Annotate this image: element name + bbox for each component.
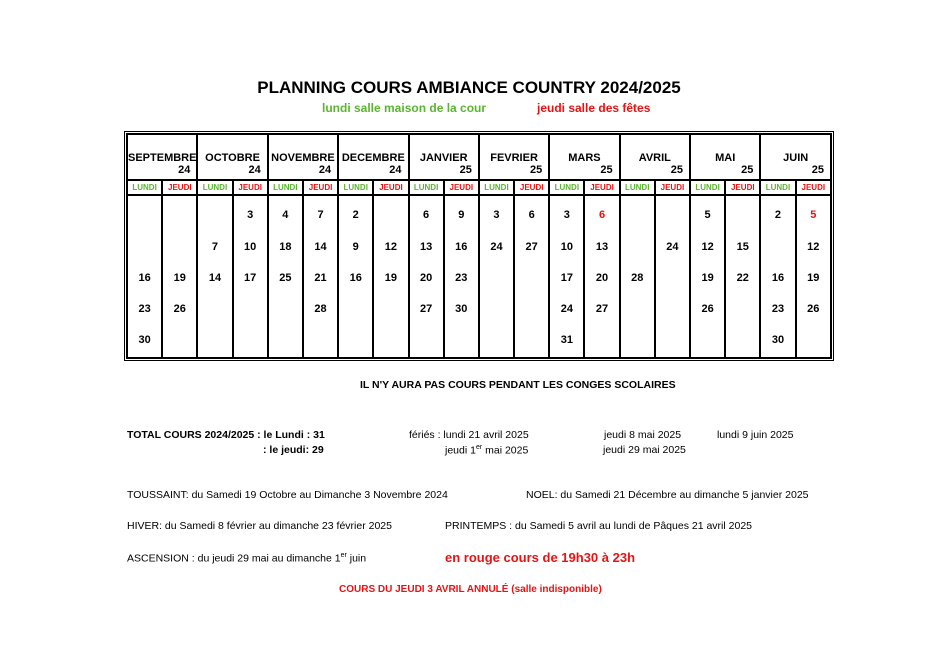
ferie-lundi-21-avril: fériés : lundi 21 avril 2025 bbox=[409, 429, 529, 441]
date-cell: 13 bbox=[419, 241, 433, 253]
total-jeudi: : le jeudi: 29 bbox=[263, 444, 324, 456]
date-cell: 2 bbox=[774, 209, 782, 221]
month-header-avril bbox=[620, 134, 690, 180]
day-label-lundi: LUNDI bbox=[197, 180, 232, 195]
printemps-holiday: PRINTEMPS : du Samedi 5 avril au lundi de Pâques 21 avril 2025 bbox=[445, 520, 752, 532]
date-cell: 18 bbox=[279, 241, 292, 253]
date-cell: 12 bbox=[384, 241, 398, 253]
date-cell: 4 bbox=[282, 209, 289, 221]
dates-decembre-jeudi bbox=[373, 195, 408, 358]
date-cell: 17 bbox=[244, 272, 257, 284]
day-label-jeudi: JEUDI bbox=[514, 180, 549, 195]
month-name: AVRIL bbox=[638, 152, 671, 164]
no-class-notice: IL N'Y AURA PAS COURS PENDANT LES CONGES SCOLAIRES bbox=[360, 379, 676, 391]
ferie-jeudi-29-mai: jeudi 29 mai 2025 bbox=[603, 444, 686, 456]
month-name: SEPTEMBRE bbox=[128, 152, 197, 164]
day-label-lundi: LUNDI bbox=[690, 180, 725, 195]
date-cell: 26 bbox=[173, 303, 186, 315]
day-label-jeudi: JEUDI bbox=[725, 180, 760, 195]
month-year: 24 bbox=[389, 164, 402, 176]
red-schedule-note: en rouge cours de 19h30 à 23h bbox=[445, 550, 636, 565]
month-year: 25 bbox=[530, 164, 543, 176]
date-cell: 26 bbox=[807, 303, 820, 315]
date-cell: 5 bbox=[704, 209, 711, 221]
date-cell: 15 bbox=[736, 241, 749, 253]
month-year: 24 bbox=[318, 164, 332, 176]
day-label-lundi: LUNDI bbox=[760, 180, 795, 195]
month-name: OCTOBRE bbox=[205, 152, 260, 164]
date-cell: 24 bbox=[560, 303, 573, 315]
dates-janvier-lundi bbox=[409, 195, 444, 358]
month-header-juin bbox=[760, 134, 831, 180]
dates-fevrier-jeudi bbox=[514, 195, 549, 358]
dates-septembre-jeudi bbox=[162, 195, 197, 358]
month-year: 25 bbox=[600, 164, 613, 176]
day-label-jeudi: JEUDI bbox=[373, 180, 408, 195]
planning-table bbox=[124, 131, 834, 361]
dates-septembre-lundi bbox=[127, 195, 162, 358]
date-cell: 24 bbox=[490, 241, 503, 253]
dates-juin-jeudi bbox=[796, 195, 831, 358]
date-cell: 27 bbox=[419, 303, 433, 315]
date-cell: 5 bbox=[810, 209, 817, 221]
date-cell: 12 bbox=[701, 241, 714, 253]
month-name: JANVIER bbox=[419, 152, 468, 164]
dates-mai-lundi bbox=[690, 195, 725, 358]
month-name: JUIN bbox=[783, 152, 809, 164]
dates-octobre-jeudi bbox=[233, 195, 268, 358]
date-cell: 30 bbox=[771, 334, 785, 346]
dates-juin-lundi bbox=[760, 195, 795, 358]
date-cell: 3 bbox=[493, 209, 500, 221]
date-cell: 26 bbox=[701, 303, 714, 315]
month-header-mars bbox=[549, 134, 619, 180]
day-label-lundi: LUNDI bbox=[127, 180, 162, 195]
date-cell: 21 bbox=[314, 272, 327, 284]
date-cell: 28 bbox=[631, 272, 644, 284]
date-cell: 12 bbox=[807, 241, 820, 253]
dates-janvier-jeudi bbox=[444, 195, 479, 358]
month-year: 25 bbox=[811, 164, 824, 176]
date-cell: 27 bbox=[525, 241, 538, 253]
date-cell: 9 bbox=[458, 209, 465, 221]
date-cell: 20 bbox=[419, 272, 433, 284]
date-cell: 23 bbox=[455, 272, 468, 284]
month-name: MARS bbox=[568, 152, 601, 164]
dates-novembre-lundi bbox=[268, 195, 303, 358]
date-cell: 19 bbox=[807, 272, 820, 284]
dates-avril-jeudi bbox=[655, 195, 690, 358]
month-header-fevrier bbox=[479, 134, 549, 180]
dates-mars-jeudi bbox=[584, 195, 619, 358]
date-cell: 16 bbox=[349, 272, 362, 284]
month-name: DECEMBRE bbox=[341, 152, 405, 164]
day-label-jeudi: JEUDI bbox=[444, 180, 479, 195]
day-label-jeudi: JEUDI bbox=[655, 180, 690, 195]
date-cell: 14 bbox=[208, 272, 222, 284]
day-label-lundi: LUNDI bbox=[409, 180, 444, 195]
dates-decembre-lundi bbox=[338, 195, 373, 358]
day-label-lundi: LUNDI bbox=[479, 180, 514, 195]
date-cell: 22 bbox=[736, 272, 749, 284]
dates-octobre-lundi bbox=[197, 195, 232, 358]
date-cell: 7 bbox=[317, 209, 324, 221]
date-cell: 14 bbox=[314, 241, 327, 253]
ferie-lundi-9-juin: lundi 9 juin 2025 bbox=[717, 429, 794, 441]
day-label-jeudi: JEUDI bbox=[233, 180, 268, 195]
subtitle-lundi: lundi salle maison de la cour bbox=[322, 101, 487, 115]
date-cell: 3 bbox=[563, 209, 570, 221]
day-label-lundi: LUNDI bbox=[620, 180, 655, 195]
dates-novembre-jeudi bbox=[303, 195, 338, 358]
day-label-jeudi: JEUDI bbox=[162, 180, 197, 195]
date-cell: 30 bbox=[138, 334, 151, 346]
date-cell: 28 bbox=[314, 303, 327, 315]
date-cell: 19 bbox=[701, 272, 714, 284]
ferie-jeudi-1-mai: jeudi 1er mai 2025 bbox=[445, 444, 529, 457]
day-header-row bbox=[127, 180, 831, 195]
month-header-septembre bbox=[127, 134, 197, 180]
dates-row bbox=[127, 195, 831, 358]
day-label-jeudi: JEUDI bbox=[796, 180, 831, 195]
toussaint-holiday: TOUSSAINT: du Samedi 19 Octobre au Dimanche 3 Novembre 2024 bbox=[127, 489, 448, 501]
total-lundi: TOTAL COURS 2024/2025 : le Lundi : 31 bbox=[127, 429, 325, 441]
month-header-novembre bbox=[268, 134, 338, 180]
date-cell: 17 bbox=[560, 272, 573, 284]
day-label-lundi: LUNDI bbox=[549, 180, 584, 195]
month-header-mai bbox=[690, 134, 760, 180]
date-cell: 23 bbox=[771, 303, 785, 315]
cancelled-class-note: COURS DU JEUDI 3 AVRIL ANNULÉ (salle indisponible) bbox=[339, 584, 602, 595]
date-cell: 6 bbox=[528, 209, 535, 221]
date-cell: 19 bbox=[384, 272, 398, 284]
month-year: 25 bbox=[670, 164, 683, 176]
dates-fevrier-lundi bbox=[479, 195, 514, 358]
date-cell: 20 bbox=[595, 272, 609, 284]
month-year: 25 bbox=[741, 164, 754, 176]
hiver-holiday: HIVER: du Samedi 8 février au dimanche 23 février 2025 bbox=[127, 520, 392, 532]
date-cell: 10 bbox=[560, 241, 573, 253]
day-label-lundi: LUNDI bbox=[338, 180, 373, 195]
month-header-octobre bbox=[197, 134, 267, 180]
date-cell: 25 bbox=[279, 272, 292, 284]
day-label-jeudi: JEUDI bbox=[584, 180, 619, 195]
date-cell: 2 bbox=[352, 209, 359, 221]
date-cell: 7 bbox=[211, 241, 219, 253]
month-year: 24 bbox=[178, 164, 191, 176]
subtitle-jeudi: jeudi salle des fêtes bbox=[537, 101, 651, 115]
ferie-jeudi-8-mai: jeudi 8 mai 2025 bbox=[604, 429, 682, 441]
date-cell: 27 bbox=[595, 303, 609, 315]
date-cell: 30 bbox=[455, 303, 468, 315]
month-year: 25 bbox=[459, 164, 472, 176]
date-cell: 23 bbox=[138, 303, 151, 315]
noel-holiday: NOEL: du Samedi 21 Décembre au dimanche 5 janvier 2025 bbox=[526, 489, 809, 501]
date-cell: 3 bbox=[247, 209, 254, 221]
day-label-lundi: LUNDI bbox=[268, 180, 303, 195]
date-cell: 6 bbox=[598, 209, 606, 221]
dates-avril-lundi bbox=[620, 195, 655, 358]
ascension-holiday: ASCENSION : du jeudi 29 mai au dimanche 1er juin bbox=[127, 552, 367, 565]
date-cell: 24 bbox=[666, 241, 679, 253]
date-cell: 16 bbox=[455, 241, 468, 253]
date-cell: 19 bbox=[173, 272, 186, 284]
date-cell: 9 bbox=[352, 241, 359, 253]
month-year: 24 bbox=[248, 164, 261, 176]
date-cell: 13 bbox=[595, 241, 609, 253]
date-cell: 6 bbox=[423, 209, 430, 221]
month-header-janvier bbox=[409, 134, 479, 180]
date-cell: 16 bbox=[771, 272, 785, 284]
day-label-jeudi: JEUDI bbox=[303, 180, 338, 195]
month-name: NOVEMBRE bbox=[271, 152, 335, 164]
dates-mai-jeudi bbox=[725, 195, 760, 358]
date-cell: 31 bbox=[560, 334, 573, 346]
month-name: FEVRIER bbox=[490, 152, 538, 164]
month-header-row bbox=[127, 134, 831, 180]
month-name: MAI bbox=[715, 152, 736, 164]
dates-mars-lundi bbox=[549, 195, 584, 358]
date-cell: 10 bbox=[244, 241, 257, 253]
page-title: PLANNING COURS AMBIANCE COUNTRY 2024/2025 bbox=[257, 78, 681, 97]
date-cell: 16 bbox=[138, 272, 151, 284]
month-header-decembre bbox=[338, 134, 408, 180]
